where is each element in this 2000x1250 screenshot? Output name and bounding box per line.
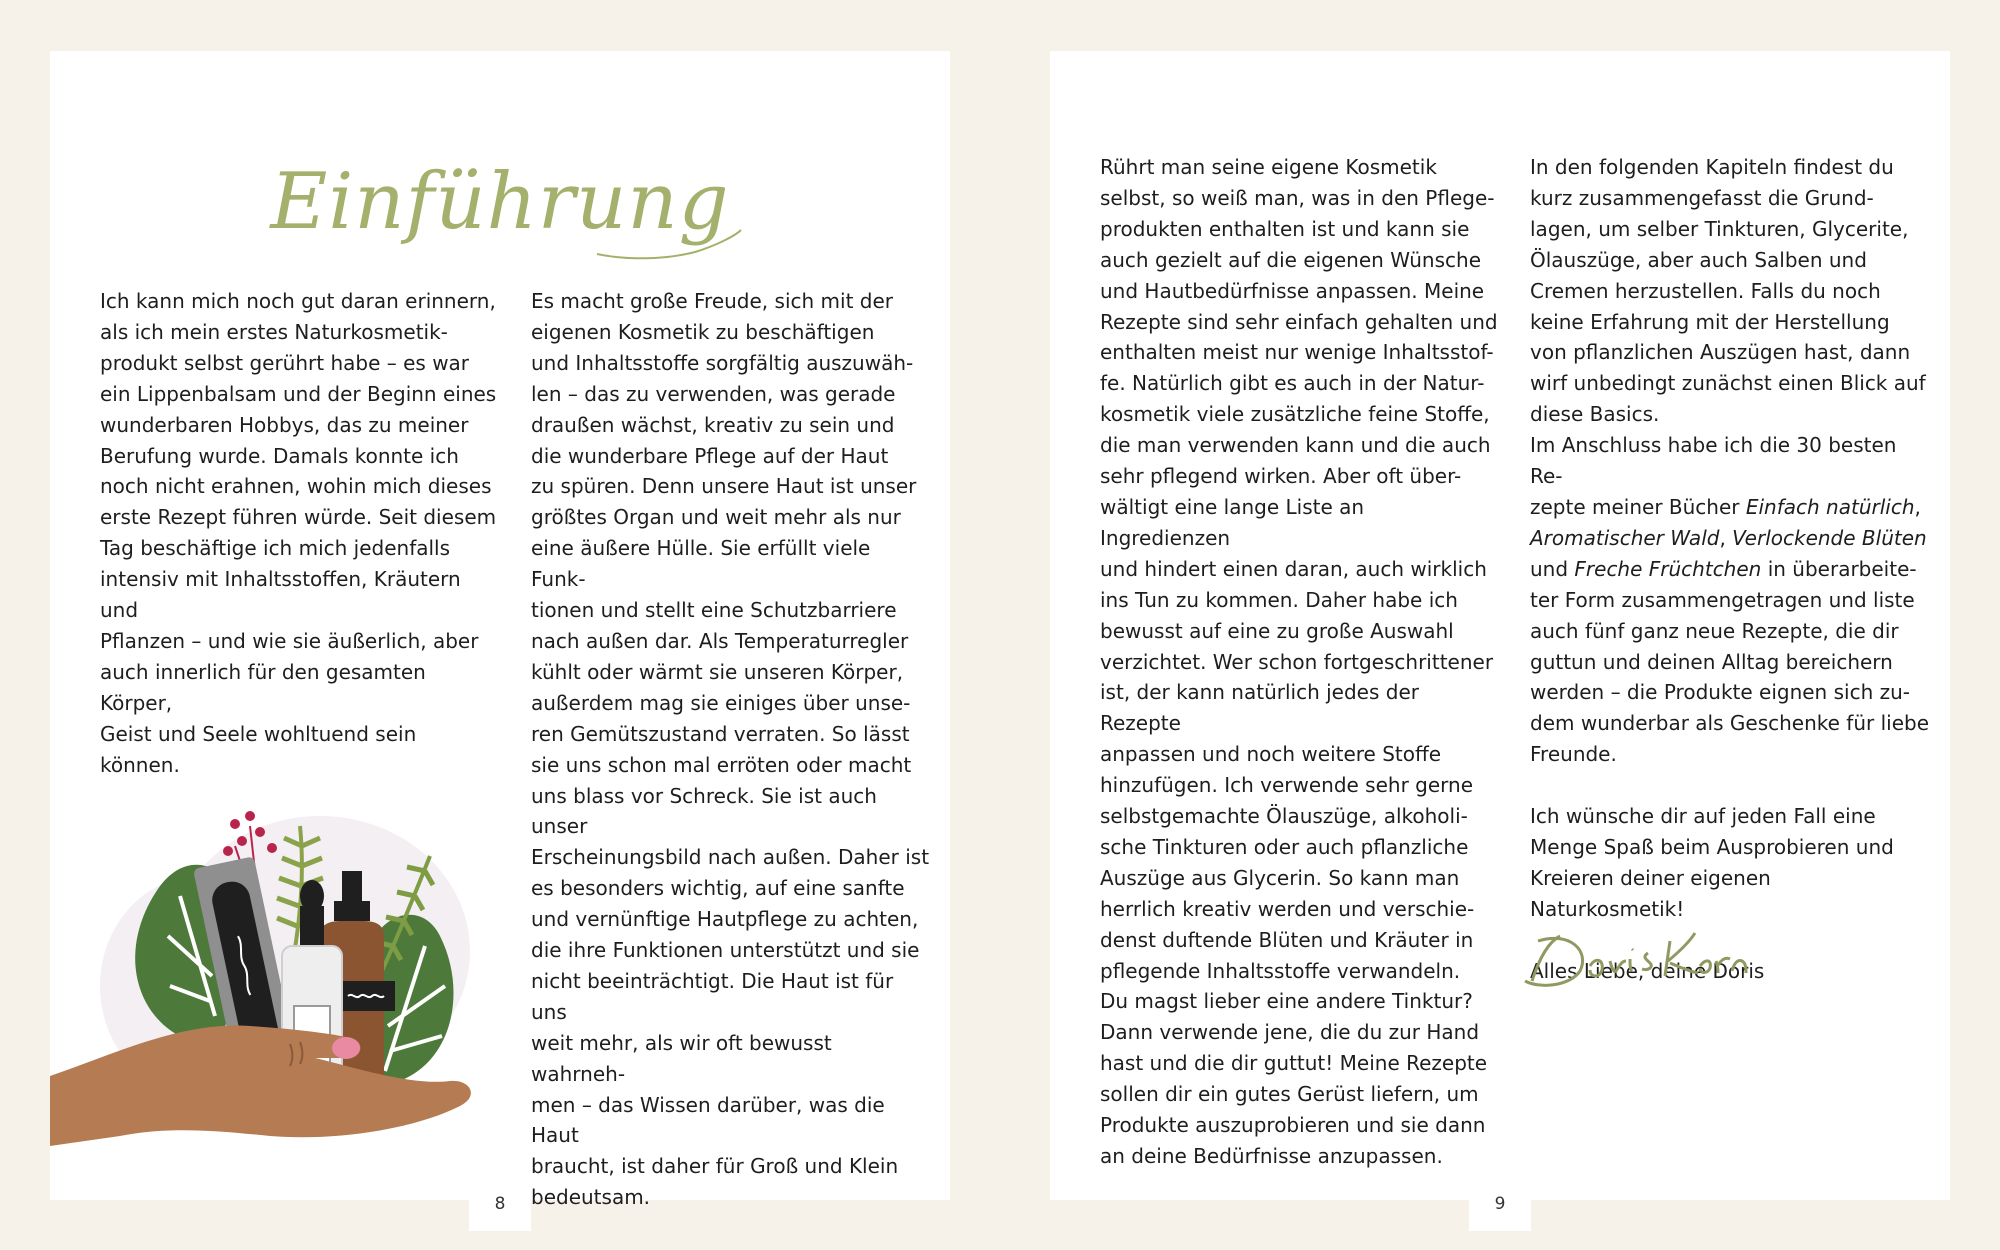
text-line: bewusst auf eine zu große Auswahl [1100, 618, 1454, 643]
text-line: dem wunderbar als Geschenke für liebe [1530, 711, 1930, 736]
text-line: und Hautbedürfnisse anpassen. Meine [1100, 278, 1485, 303]
book-title: Freche Früchtchen [1574, 556, 1762, 581]
text-line: ins Tun zu kommen. Daher habe ich [1100, 587, 1458, 612]
closing-line: Alles Liebe, deine Doris [1530, 958, 1765, 983]
text-line: Ich kann mich noch gut daran erinnern, [100, 289, 496, 313]
text-line: eigenen Kosmetik zu beschäftigen [531, 319, 875, 344]
text-line: herrlich kreativ werden und verschie- [1100, 896, 1475, 921]
text-line: als ich mein erstes Naturkosmetik- [100, 319, 448, 344]
text-line: kosmetik viele zusätzliche feine Stoffe, [1100, 402, 1490, 427]
text-line: die man verwenden kann und die auch [1100, 433, 1491, 458]
text-line: keine Erfahrung mit der Herstellung [1530, 309, 1890, 334]
text-line: sehr pflegend wirken. Aber oft über- [1100, 464, 1462, 489]
text-line: uns blass vor Schreck. Sie ist auch unser [531, 783, 877, 839]
right-column-1 [1100, 152, 1500, 1172]
book-titles-line-1: zepte meiner Bücher Einfach natürlich, [1530, 494, 1921, 519]
text-line: ter Form zusammengetragen und liste [1530, 587, 1915, 612]
text-line: draußen wächst, kreativ zu sein und [531, 412, 895, 437]
text-line: Berufung wurde. Damals konnte ich [100, 443, 459, 468]
text-line: lagen, um selber Tinkturen, Glycerite, [1530, 216, 1909, 241]
text-line: selbst, so weiß man, was in den Pflege- [1100, 185, 1495, 210]
text-line: Produkte auszuprobieren und sie dann [1100, 1113, 1486, 1138]
text-line: wältigt eine lange Liste an Ingredienzen [1100, 494, 1365, 550]
text-line: anpassen und noch weitere Stoffe [1100, 742, 1442, 767]
text-line: von pflanzlichen Auszügen hast, dann [1530, 340, 1911, 365]
text-line: weit mehr, als wir oft bewusst wahrneh- [531, 1030, 832, 1086]
text-line: ein Lippenbalsam und der Beginn eines [100, 381, 497, 406]
text-line: enthalten meist nur wenige Inhaltsstof- [1100, 340, 1494, 365]
text-line: verzichtet. Wer schon fortgeschrittener [1100, 649, 1494, 674]
title-swash-icon [595, 226, 745, 266]
text-line: und Inhaltsstoffe sorgfältig auszuwäh- [531, 350, 914, 375]
text-line: braucht, ist daher für Groß und Klein [531, 1154, 899, 1179]
text-line: Dann verwende jene, die du zur Hand [1100, 1020, 1480, 1045]
text-line: selbstgemachte Ölauszüge, alkoholi- [1100, 804, 1468, 829]
text-line: die ihre Funktionen unterstützt und sie [531, 938, 920, 963]
text-line: sche Tinkturen oder auch pflanzliche [1100, 834, 1469, 859]
text-line: wunderbaren Hobbys, das zu meiner [100, 412, 469, 437]
book-titles-line-3: und Freche Früchtchen in überarbeite- [1530, 556, 1917, 581]
text-line: zu spüren. Denn unsere Haut ist unser [531, 474, 917, 499]
text-line: an deine Bedürfnisse anzupassen. [1100, 1144, 1443, 1168]
text-line: erste Rezept führen würde. Seit diesem [100, 505, 497, 530]
text-line: Es macht große Freude, sich mit der [531, 289, 893, 313]
cosmetics-bottles-illustration [50, 786, 490, 1156]
text-line: In den folgenden Kapiteln findest du [1530, 155, 1894, 179]
text-line: werden – die Produkte eignen sich zu- [1530, 680, 1910, 705]
text-line: produkt selbst gerührt habe – es war [100, 350, 470, 375]
text-line: tionen und stellt eine Schutzbarriere [531, 598, 897, 623]
text-line: eine äußere Hülle. Sie erfüllt viele Funk- [531, 536, 871, 592]
text-line: Ich wünsche dir auf jeden Fall eine [1530, 804, 1876, 829]
text-line: guttun und deinen Alltag bereichern [1530, 649, 1893, 674]
signature-icon [1520, 921, 1780, 1001]
text-line: pflegende Inhaltsstoffe verwandeln. [1100, 958, 1461, 983]
text-line: Du magst lieber eine andere Tinktur? [1100, 989, 1473, 1014]
text-line: wirf unbedingt zunächst einen Blick auf [1530, 371, 1926, 396]
book-titles-line-2: Aromatischer Wald, Verlockende Blüten [1530, 525, 1927, 550]
text-line: noch nicht erahnen, wohin mich dieses [100, 474, 492, 499]
text-line: Rührt man seine eigene Kosmetik [1100, 155, 1437, 179]
text-line: men – das Wissen darüber, was die Haut [531, 1092, 885, 1148]
text-line: die wunderbare Pflege auf der Haut [531, 443, 889, 468]
text-line: hast und die dir guttut! Meine Rezepte [1100, 1051, 1488, 1076]
right-page [1050, 51, 1950, 1214]
text-line: Pflanzen – und wie sie äußerlich, aber [100, 628, 479, 653]
left-page [50, 51, 950, 1214]
text-line: hinzufügen. Ich verwende sehr gerne [1100, 773, 1474, 798]
book-title: Verlockende Blüten [1732, 525, 1927, 550]
left-column-1 [100, 286, 500, 781]
page-title: Einführung [270, 157, 730, 247]
text-line: diese Basics. [1530, 402, 1660, 427]
text-line: denst duftende Blüten und Kräuter in [1100, 927, 1474, 952]
text-line: Auszüge aus Glycerin. So kann man [1100, 865, 1460, 890]
text-line: Cremen herzustellen. Falls du noch [1530, 278, 1881, 303]
text-line: es besonders wichtig, auf eine sanfte [531, 876, 905, 901]
text-line: größtes Organ und weit mehr als nur [531, 505, 901, 530]
text-line: auch innerlich für den gesamten Körper, [100, 659, 426, 715]
text-line: Im Anschluss habe ich die 30 besten Re- [1530, 433, 1897, 489]
text-line: Geist und Seele wohltuend sein können. [100, 721, 417, 777]
text-line: len – das zu verwenden, was gerade [531, 381, 896, 406]
text-line: Ölauszüge, aber auch Salben und [1530, 247, 1867, 272]
page-number: 9 [1469, 1181, 1531, 1231]
text-line: außerdem mag sie einiges über unse- [531, 690, 911, 715]
text-line: Kreieren deiner eigenen Naturkosmetik! [1530, 865, 1771, 921]
text-line: kühlt oder wärmt sie unseren Körper, [531, 659, 904, 684]
text-line: produkten enthalten ist und kann sie [1100, 216, 1470, 241]
book-title: Einfach natürlich [1745, 494, 1915, 519]
book-title: Aromatischer Wald [1530, 525, 1720, 550]
text-line: Erscheinungsbild nach außen. Daher ist [531, 845, 930, 870]
text-line: fe. Natürlich gibt es auch in der Natur- [1100, 371, 1485, 396]
text-line: und hindert einen daran, auch wirklich [1100, 556, 1487, 581]
text-line: Freunde. [1530, 742, 1617, 767]
text-line: bedeutsam. [531, 1185, 651, 1210]
left-column-2 [531, 286, 931, 1213]
text-line: Menge Spaß beim Ausprobieren und [1530, 834, 1894, 859]
text-line: Rezepte sind sehr einfach gehalten und [1100, 309, 1498, 334]
text-line: nicht beeinträchtigt. Die Haut ist für uns [531, 968, 894, 1024]
text-line: sie uns schon mal erröten oder macht [531, 752, 912, 777]
text-line: ist, der kann natürlich jedes der Rezepte [1100, 680, 1419, 736]
text-line: auch gezielt auf die eigenen Wünsche [1100, 247, 1482, 272]
text-line: kurz zusammengefasst die Grund- [1530, 185, 1874, 210]
page-number: 8 [469, 1181, 531, 1231]
text-line: sollen dir ein gutes Gerüst liefern, um [1100, 1082, 1479, 1107]
text-line: ren Gemütszustand verraten. So lässt [531, 721, 910, 746]
text-line: auch fünf ganz neue Rezepte, die dir [1530, 618, 1899, 643]
text-line: intensiv mit Inhaltsstoffen, Kräutern und [100, 567, 461, 623]
text-line: und vernünftige Hautpflege zu achten, [531, 907, 919, 932]
text-line: nach außen dar. Als Temperaturregler [531, 628, 909, 653]
text-line: Tag beschäftige ich mich jedenfalls [100, 536, 451, 561]
right-column-2 [1530, 152, 1930, 986]
